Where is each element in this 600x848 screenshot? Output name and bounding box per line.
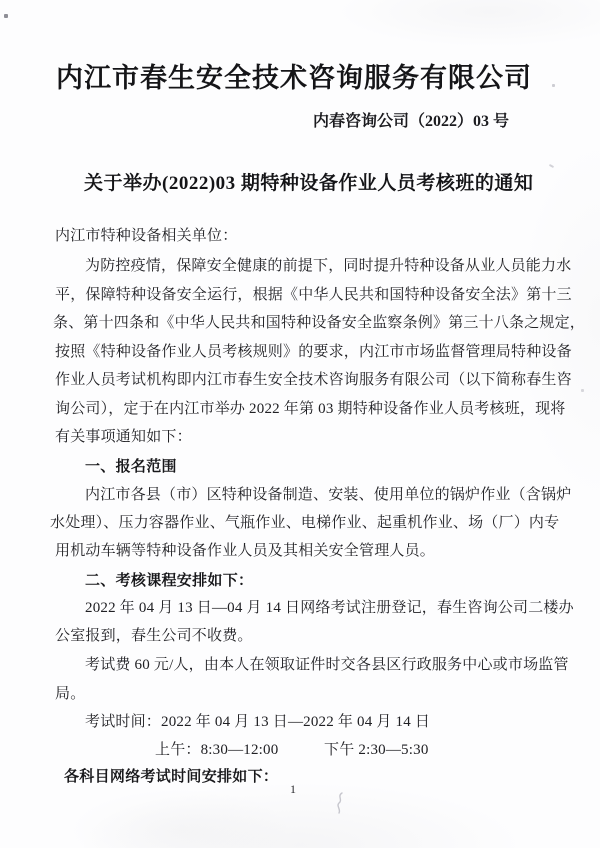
section-heading-2: 二、考核课程安排如下： bbox=[85, 572, 254, 589]
body-line: 平，保障特种设备安全运行，根据《中华人民共和国特种设备安全法》第十三 bbox=[55, 287, 572, 303]
body-line: 条、第十四条和《中华人民共和国特种设备安全监察条例》第三十八条之规定， bbox=[53, 315, 586, 331]
body-line: 公室报到，春生公司不收费。 bbox=[55, 628, 253, 644]
document-number: 内春咨询公司（2022）03 号 bbox=[313, 113, 510, 130]
schedule-heading: 各科目网络考试时间安排如下： bbox=[64, 768, 279, 785]
exam-time-line: 上午：8:30—12:00 下午 2:30—5:30 bbox=[155, 742, 429, 758]
body-line: 2022 年 04 月 13 日—04 月 14 日网络考试注册登记，春生咨询公司二楼办 bbox=[85, 600, 574, 616]
body-line: 水处理）、压力容器作业、气瓶作业、电梯作业、起重机作业、场（厂）内专 bbox=[50, 515, 560, 531]
salutation-line: 内江市特种设备相关单位： bbox=[55, 228, 238, 244]
company-title: 内江市春生安全技术咨询服务有限公司 bbox=[56, 63, 532, 93]
body-line: 有关事项通知如下： bbox=[55, 429, 192, 445]
section-heading-1: 一、报名范围 bbox=[85, 458, 177, 475]
body-line: 内江市各县（市）区特种设备制造、安装、使用单位的锅炉作业（含锅炉 bbox=[85, 487, 572, 503]
body-line: 询公司），定于在内江市举办 2022 年第 03 期特种设备作业人员考核班，现将 bbox=[55, 401, 566, 417]
scan-speck bbox=[549, 164, 554, 168]
body-line: 作业人员考试机构即内江市春生安全技术咨询服务有限公司（以下简称春生咨 bbox=[55, 372, 572, 388]
body-line: 用机动车辆等特种设备作业人员及其相关安全管理人员。 bbox=[55, 543, 436, 559]
body-line: 局。 bbox=[55, 686, 86, 702]
scan-speck bbox=[581, 389, 584, 392]
exam-date-line: 考试时间：2022 年 04 月 13 日—2022 年 04 月 14 日 bbox=[85, 714, 431, 730]
page-number: 1 bbox=[290, 782, 296, 796]
notice-subject-heading: 关于举办(2022)03 期特种设备作业人员考核班的通知 bbox=[84, 173, 534, 194]
body-line: 为防控疫情，保障安全健康的前提下，同时提升特种设备从业人员能力水 bbox=[85, 258, 572, 274]
body-line: 按照《特种设备作业人员考核规则》的要求，内江市市场监督管理局特种设备 bbox=[55, 344, 572, 360]
body-line: 考试费 60 元/人，由本人在领取证件时交各县区行政服务中心或市场监管 bbox=[85, 657, 569, 673]
scan-speck bbox=[4, 14, 8, 18]
scan-squiggle-mark bbox=[334, 792, 346, 814]
